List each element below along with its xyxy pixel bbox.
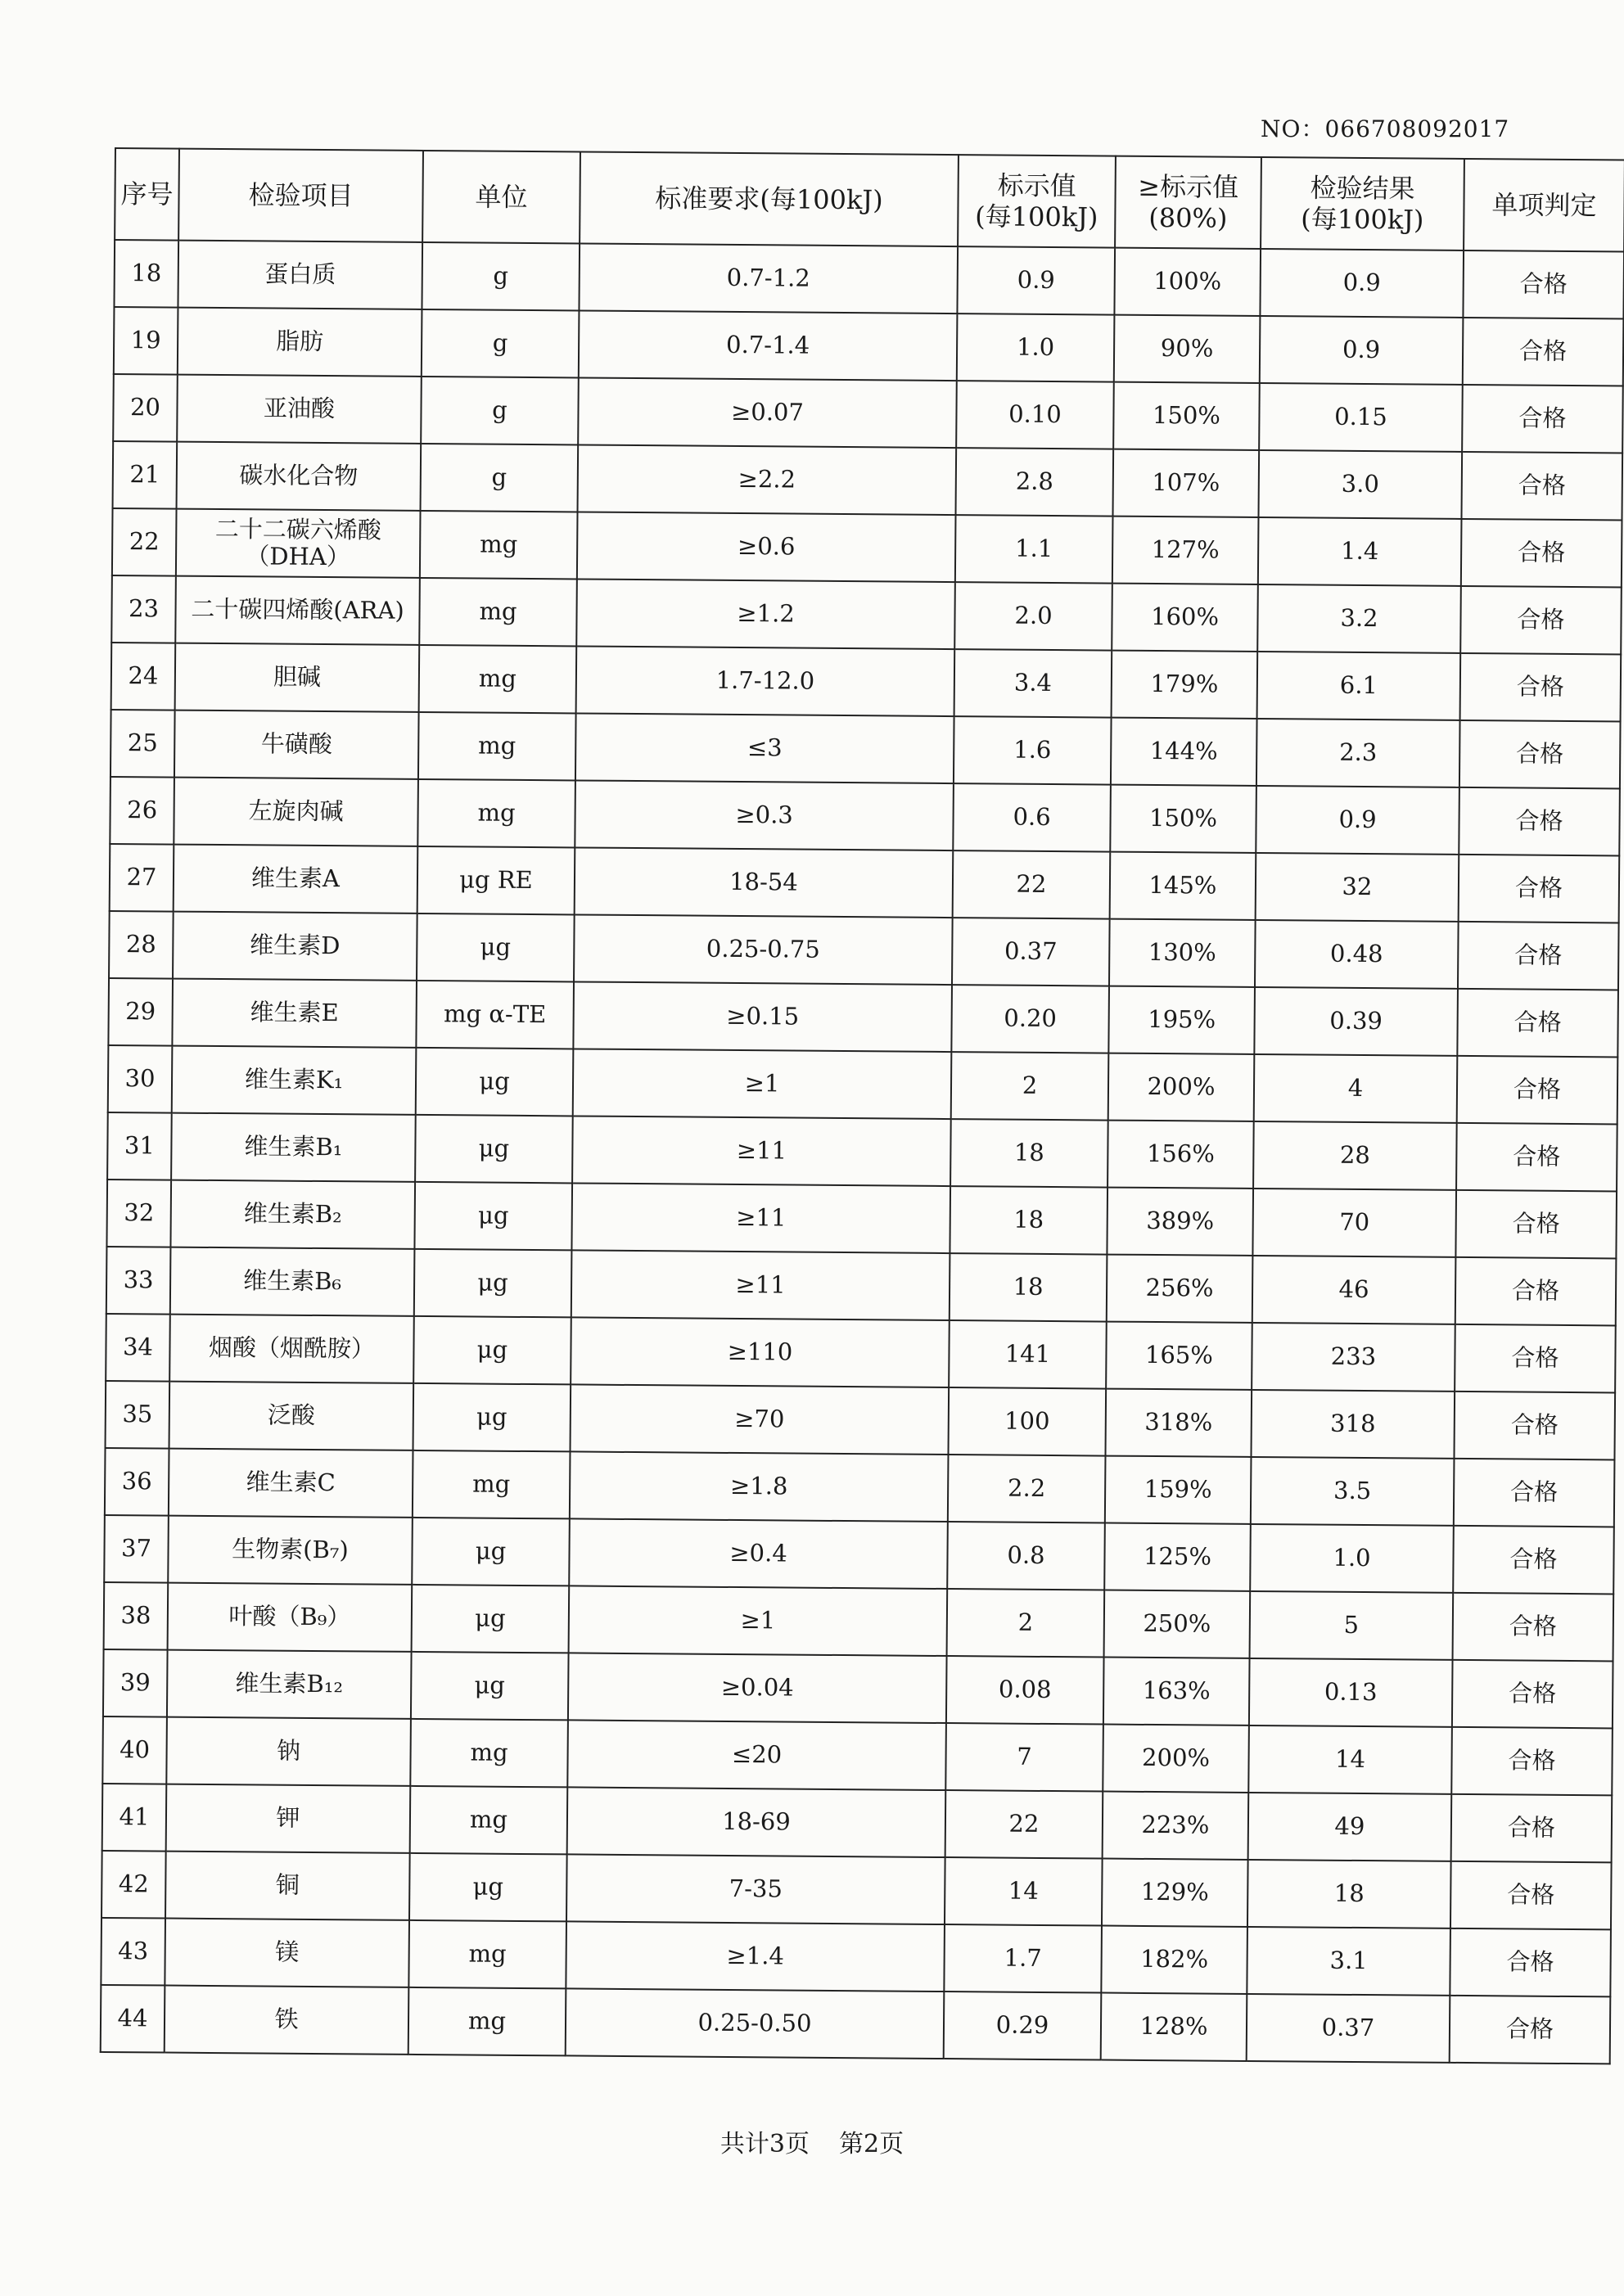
table-body — [101, 240, 1624, 2064]
cell-ratio: 200% — [1108, 1053, 1255, 1121]
cell-requirement: ≥0.4 — [569, 1518, 948, 1589]
cell-unit: g — [422, 242, 580, 311]
table-row — [113, 374, 1623, 453]
cell-requirement: 7-35 — [566, 1854, 945, 1924]
cell-unit: mg — [410, 1786, 568, 1855]
header-unit: 单位 — [422, 151, 580, 244]
cell-no: 38 — [104, 1582, 169, 1650]
cell-unit: μg — [413, 1383, 571, 1452]
cell-no: 27 — [110, 844, 174, 912]
cell-requirement: ≥0.3 — [575, 780, 954, 850]
table-row — [111, 710, 1621, 788]
cell-verdict: 合格 — [1461, 519, 1622, 588]
cell-ratio: 150% — [1110, 785, 1256, 853]
cell-no: 22 — [112, 508, 177, 576]
table-row — [106, 1314, 1616, 1392]
cell-unit: mg — [417, 779, 575, 848]
cell-result: 0.9 — [1260, 249, 1464, 318]
cell-verdict: 合格 — [1460, 586, 1622, 655]
cell-item: 泛酸 — [169, 1382, 414, 1450]
table-row — [110, 844, 1620, 922]
cell-no: 29 — [108, 978, 173, 1046]
cell-ratio: 144% — [1111, 718, 1257, 786]
cell-requirement: ≥1 — [573, 1049, 952, 1119]
cell-result: 4 — [1254, 1054, 1458, 1123]
table-row — [112, 508, 1622, 587]
cell-result: 318 — [1251, 1390, 1455, 1459]
cell-verdict: 合格 — [1450, 1996, 1611, 2064]
header-requirement: 标准要求(每100kJ) — [580, 151, 959, 246]
cell-ratio: 250% — [1104, 1590, 1251, 1658]
cell-unit: μg — [412, 1585, 570, 1653]
cell-verdict: 合格 — [1459, 855, 1620, 923]
cell-no: 28 — [109, 911, 174, 979]
cell-verdict: 合格 — [1454, 1392, 1615, 1460]
cell-label-value: 100 — [948, 1387, 1106, 1456]
cell-ratio: 107% — [1112, 449, 1259, 517]
cell-label-value: 0.37 — [952, 918, 1110, 986]
cell-unit: mg — [420, 511, 578, 580]
cell-ratio: 100% — [1114, 248, 1261, 316]
cell-result: 49 — [1248, 1793, 1452, 1861]
cell-requirement: 1.7-12.0 — [576, 646, 955, 716]
cell-ratio: 318% — [1105, 1389, 1252, 1457]
cell-ratio: 156% — [1107, 1121, 1254, 1189]
cell-ratio: 129% — [1102, 1859, 1248, 1927]
cell-verdict: 合格 — [1460, 653, 1622, 722]
cell-verdict: 合格 — [1462, 385, 1623, 453]
cell-ratio: 389% — [1107, 1188, 1253, 1256]
cell-label-value: 2.2 — [948, 1455, 1106, 1523]
cell-verdict: 合格 — [1456, 1123, 1617, 1192]
cell-label-value: 1.6 — [954, 716, 1112, 785]
cell-item: 钾 — [166, 1784, 411, 1853]
header-ratio: ≥标示值 (80%) — [1115, 156, 1261, 249]
cell-verdict: 合格 — [1454, 1459, 1615, 1527]
header-verdict: 单项判定 — [1464, 159, 1624, 252]
cell-item: 维生素D — [173, 912, 417, 981]
cell-item: 维生素E — [172, 979, 417, 1048]
header-no: 序号 — [115, 148, 179, 241]
table-row — [101, 1918, 1611, 1996]
cell-requirement: ≥11 — [571, 1183, 950, 1253]
cell-label-value: 2.0 — [954, 582, 1112, 651]
cell-result: 0.9 — [1256, 786, 1459, 855]
page-number: 第2页 — [839, 2130, 904, 2158]
header-label-value: 标示值 (每100kJ) — [958, 155, 1116, 248]
table-row — [109, 911, 1619, 990]
cell-ratio: 145% — [1110, 852, 1256, 920]
cell-verdict: 合格 — [1463, 318, 1624, 386]
cell-item: 脂肪 — [178, 308, 422, 377]
cell-label-value: 0.29 — [944, 1992, 1102, 2060]
cell-item: 维生素A — [174, 845, 418, 913]
cell-no: 42 — [102, 1851, 166, 1919]
cell-label-value: 14 — [945, 1857, 1103, 1926]
cell-item: 左旋肉碱 — [174, 778, 418, 846]
cell-unit: μg — [412, 1518, 570, 1586]
cell-requirement: 18-54 — [575, 847, 954, 918]
cell-label-value: 18 — [950, 1119, 1108, 1188]
table-row — [101, 1985, 1611, 2064]
cell-label-value: 0.6 — [953, 783, 1111, 852]
cell-verdict: 合格 — [1455, 1190, 1617, 1259]
cell-result: 46 — [1252, 1256, 1456, 1324]
cell-result: 2.3 — [1256, 719, 1460, 787]
cell-result: 0.39 — [1254, 987, 1458, 1056]
table-row — [106, 1247, 1617, 1325]
cell-ratio: 223% — [1103, 1792, 1249, 1860]
results-sheet — [100, 147, 1624, 2064]
cell-label-value: 0.20 — [951, 985, 1109, 1053]
cell-result: 32 — [1256, 853, 1459, 922]
cell-unit: mg α-TE — [416, 981, 574, 1049]
cell-item: 维生素B₁ — [171, 1113, 416, 1182]
cell-result: 1.0 — [1250, 1524, 1454, 1593]
cell-no: 44 — [101, 1985, 165, 2053]
cell-result: 5 — [1250, 1591, 1454, 1660]
cell-unit: mg — [419, 645, 577, 714]
cell-ratio: 128% — [1101, 1993, 1247, 2061]
report-number: NO：066708092017 — [1261, 115, 1510, 142]
cell-requirement: ≤3 — [575, 713, 954, 783]
cell-no: 33 — [106, 1247, 171, 1315]
cell-requirement: ≥70 — [571, 1384, 950, 1455]
cell-no: 32 — [106, 1180, 171, 1247]
cell-requirement: 0.25-0.50 — [566, 1988, 945, 2059]
cell-no: 26 — [110, 777, 174, 845]
table-row — [107, 1112, 1617, 1191]
cell-verdict: 合格 — [1453, 1593, 1614, 1662]
cell-no: 18 — [114, 240, 178, 308]
cell-unit: mg — [419, 578, 577, 647]
cell-ratio: 179% — [1112, 651, 1258, 719]
cell-label-value: 2 — [951, 1052, 1109, 1121]
cell-result: 18 — [1247, 1860, 1451, 1928]
cell-unit: μg — [411, 1652, 569, 1721]
cell-unit: mg — [408, 1920, 566, 1989]
cell-ratio: 150% — [1113, 382, 1260, 450]
cell-item: 烟酸（烟酰胺） — [169, 1315, 414, 1383]
table-row — [106, 1180, 1617, 1258]
cell-verdict: 合格 — [1463, 250, 1624, 319]
cell-requirement: ≥1.2 — [576, 579, 955, 649]
cell-ratio: 165% — [1106, 1322, 1252, 1390]
cell-unit: μg RE — [417, 846, 575, 915]
cell-requirement: ≥0.04 — [568, 1653, 947, 1723]
cell-ratio: 130% — [1109, 919, 1256, 987]
table-row — [104, 1515, 1614, 1594]
cell-requirement: ≥1.8 — [570, 1451, 949, 1522]
cell-no: 19 — [114, 307, 178, 375]
cell-requirement: 0.7-1.4 — [579, 310, 958, 381]
cell-verdict: 合格 — [1457, 989, 1618, 1058]
cell-no: 24 — [111, 643, 176, 710]
cell-requirement: 18-69 — [567, 1787, 946, 1857]
cell-requirement: ≥2.2 — [578, 444, 957, 515]
cell-item: 生物素(B₇) — [168, 1516, 413, 1585]
table-row — [110, 777, 1620, 855]
cell-item: 亚油酸 — [177, 375, 422, 444]
cell-result: 3.1 — [1247, 1927, 1450, 1996]
table-row — [104, 1582, 1614, 1661]
cell-ratio: 127% — [1112, 516, 1259, 584]
cell-label-value: 1.0 — [957, 314, 1115, 382]
table-row — [102, 1784, 1613, 1862]
cell-unit: μg — [415, 1115, 573, 1184]
cell-unit: μg — [416, 1048, 574, 1116]
cell-no: 23 — [111, 575, 176, 643]
cell-item: 维生素B₆ — [170, 1247, 415, 1316]
table-row — [108, 978, 1618, 1057]
cell-item: 二十二碳六烯酸 （DHA） — [176, 509, 421, 578]
cell-unit: μg — [414, 1249, 572, 1318]
table-row — [114, 240, 1624, 318]
cell-verdict: 合格 — [1451, 1794, 1613, 1863]
cell-label-value: 18 — [950, 1186, 1107, 1255]
cell-result: 3.5 — [1251, 1457, 1455, 1526]
cell-item: 蛋白质 — [178, 241, 422, 309]
page-footer — [0, 2123, 1624, 2159]
cell-ratio: 163% — [1103, 1658, 1250, 1725]
cell-requirement: ≥0.6 — [577, 512, 956, 582]
cell-unit: mg — [413, 1450, 571, 1519]
header-result: 检验结果 (每100kJ) — [1261, 157, 1464, 250]
cell-requirement: 0.7-1.2 — [579, 243, 958, 314]
cell-label-value: 3.4 — [954, 649, 1112, 718]
cell-verdict: 合格 — [1452, 1660, 1613, 1729]
cell-unit: mg — [408, 1987, 566, 2056]
cell-label-value: 22 — [953, 850, 1111, 919]
total-pages: 共计3页 — [720, 2130, 810, 2158]
cell-no: 41 — [102, 1784, 167, 1852]
cell-requirement: 0.25-0.75 — [574, 914, 953, 985]
cell-label-value: 22 — [945, 1790, 1103, 1859]
cell-result: 0.13 — [1249, 1658, 1453, 1727]
cell-item: 维生素B₂ — [170, 1180, 415, 1249]
table-row — [111, 575, 1622, 654]
cell-no: 36 — [105, 1448, 169, 1516]
cell-result: 28 — [1253, 1121, 1457, 1190]
cell-label-value: 141 — [949, 1320, 1107, 1389]
cell-item: 碳水化合物 — [177, 442, 422, 511]
cell-result: 3.0 — [1258, 450, 1462, 519]
cell-label-value: 0.8 — [947, 1522, 1105, 1590]
cell-no: 37 — [104, 1515, 169, 1583]
table-row — [113, 441, 1623, 520]
cell-requirement: ≥11 — [572, 1116, 951, 1186]
table-header-row — [115, 148, 1624, 251]
cell-result: 0.37 — [1247, 1994, 1450, 2063]
cell-item: 维生素C — [169, 1449, 413, 1518]
cell-requirement: ≥0.15 — [573, 981, 952, 1052]
table-row — [105, 1448, 1615, 1527]
cell-requirement: ≥1.4 — [566, 1921, 945, 1992]
cell-item: 铜 — [165, 1852, 410, 1920]
cell-requirement: ≥11 — [571, 1250, 950, 1320]
cell-label-value: 2 — [947, 1589, 1105, 1658]
cell-result: 14 — [1248, 1725, 1452, 1794]
cell-result: 70 — [1252, 1189, 1456, 1257]
cell-verdict: 合格 — [1450, 1928, 1611, 1997]
cell-unit: μg — [409, 1853, 567, 1922]
cell-result: 0.15 — [1259, 383, 1463, 452]
cell-unit: g — [421, 377, 579, 445]
table-row — [103, 1649, 1613, 1728]
cell-label-value: 1.1 — [955, 515, 1113, 584]
cell-item: 牛磺酸 — [174, 710, 419, 779]
cell-no: 31 — [107, 1112, 172, 1180]
cell-label-value: 1.7 — [944, 1924, 1102, 1993]
cell-item: 维生素K₁ — [172, 1046, 417, 1115]
cell-verdict: 合格 — [1451, 1727, 1613, 1796]
table-row — [111, 643, 1622, 721]
cell-item: 胆碱 — [175, 643, 420, 712]
cell-requirement: ≥110 — [571, 1317, 950, 1387]
cell-label-value: 0.9 — [957, 246, 1115, 315]
cell-verdict: 合格 — [1453, 1526, 1614, 1595]
cell-verdict: 合格 — [1450, 1861, 1612, 1930]
cell-ratio: 90% — [1114, 315, 1261, 383]
cell-verdict: 合格 — [1459, 787, 1620, 856]
cell-verdict: 合格 — [1458, 922, 1619, 990]
cell-label-value: 0.08 — [946, 1656, 1104, 1725]
cell-result: 0.48 — [1255, 920, 1459, 989]
cell-result: 1.4 — [1258, 517, 1462, 586]
cell-item: 二十碳四烯酸(ARA) — [175, 576, 420, 645]
cell-no: 20 — [113, 374, 178, 442]
cell-unit: μg — [414, 1182, 572, 1251]
table-row — [106, 1381, 1616, 1459]
cell-ratio: 160% — [1112, 584, 1258, 652]
cell-no: 30 — [108, 1045, 173, 1113]
cell-no: 34 — [106, 1314, 170, 1382]
cell-ratio: 256% — [1107, 1255, 1253, 1323]
cell-item: 铁 — [165, 1986, 409, 2055]
cell-no: 39 — [103, 1649, 168, 1717]
cell-result: 233 — [1252, 1323, 1455, 1392]
cell-verdict: 合格 — [1459, 720, 1621, 789]
cell-no: 43 — [101, 1918, 165, 1986]
cell-ratio: 159% — [1105, 1456, 1252, 1524]
cell-verdict: 合格 — [1461, 452, 1622, 521]
cell-requirement: ≥1 — [569, 1586, 948, 1656]
inspection-results-table — [100, 147, 1624, 2064]
table-row — [102, 1716, 1613, 1795]
cell-ratio: 182% — [1101, 1926, 1247, 1994]
cell-unit: μg — [417, 913, 575, 982]
cell-item: 叶酸（B₉） — [168, 1583, 413, 1652]
cell-result: 3.2 — [1257, 584, 1461, 653]
cell-label-value: 18 — [950, 1253, 1107, 1322]
table-row — [102, 1851, 1612, 1929]
cell-no: 21 — [113, 441, 178, 509]
cell-label-value: 0.10 — [956, 381, 1114, 449]
cell-item: 镁 — [165, 1919, 409, 1987]
cell-no: 35 — [106, 1381, 170, 1449]
cell-unit: μg — [413, 1316, 571, 1385]
cell-unit: mg — [410, 1719, 568, 1788]
cell-no: 25 — [111, 710, 175, 778]
header-item: 检验项目 — [178, 149, 423, 242]
cell-label-value: 7 — [945, 1723, 1103, 1792]
cell-item: 维生素B₁₂ — [167, 1650, 412, 1719]
table-row — [108, 1045, 1618, 1124]
cell-unit: g — [421, 444, 579, 512]
cell-unit: g — [422, 309, 580, 378]
cell-ratio: 195% — [1108, 986, 1255, 1054]
cell-ratio: 125% — [1104, 1523, 1251, 1591]
cell-item: 钠 — [166, 1717, 411, 1786]
cell-result: 0.9 — [1260, 316, 1464, 385]
cell-requirement: ≤20 — [567, 1720, 946, 1790]
cell-verdict: 合格 — [1455, 1257, 1617, 1326]
cell-no: 40 — [102, 1716, 167, 1784]
cell-requirement: ≥0.07 — [578, 377, 957, 448]
cell-result: 6.1 — [1257, 652, 1461, 720]
cell-verdict: 合格 — [1455, 1324, 1616, 1393]
table-row — [114, 307, 1624, 386]
cell-unit: mg — [418, 712, 576, 781]
cell-verdict: 合格 — [1457, 1056, 1618, 1125]
cell-ratio: 200% — [1103, 1725, 1249, 1793]
cell-label-value: 2.8 — [956, 448, 1114, 516]
